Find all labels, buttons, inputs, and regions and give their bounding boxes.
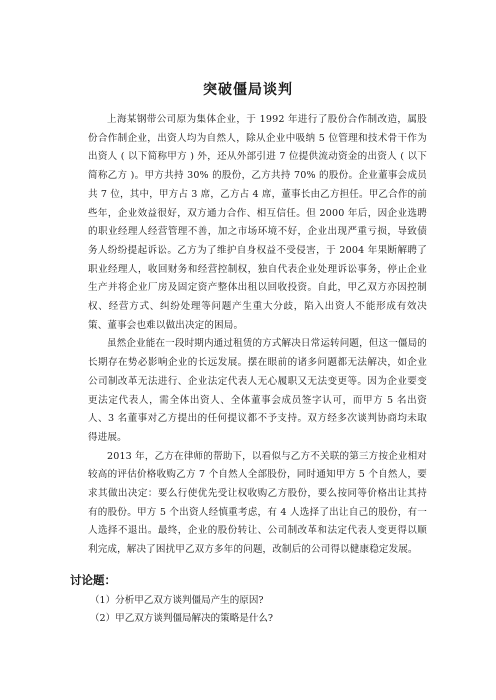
paragraph-3: 2013 年，乙方在律师的帮助下，以看似与乙方不关联的第三方按企业相对较高的评估价格收购乙方 7 个自然人全部股份，同时通知甲方 5 个自然人，要求其做出决定：要么行使优先受让权收购乙方股份，要么按同等价格出让其持有的股份。甲方 5 个出资人经慎重考虑，有 4 人选择了出让自己的股份，有一人选择不退出。最终，企业的股份转让、公司制改革和法定代表人变更得以顺利完成，解决了困扰甲乙双方多年的问题，改制后的公司得以健康稳定发展。 [88,450,427,556]
case-body [88,111,427,560]
question-item: （2）甲乙双方谈判僵局解决的策略是什么? [90,613,274,624]
discussion-heading: 讨论题： [70,573,116,587]
paragraph-2: 虽然企业能在一段时期内通过租赁的方式解决日常运转问题，但这一僵局的长期存在势必影响企业的长远发展。摆在眼前的诸多问题都无法解决，如企业公司制改革无法进行、企业法定代表人无心履职又无法变更等。因为企业要变更法定代表人，需全体出资人、全体董事会成员签字认可，而甲方 5 名出资人、3 名董事对乙方提出的任何提议都不予支持。双方经多次谈判协商均未取得进展。 [88,338,427,443]
question-item: （1）分析甲乙双方谈判僵局产生的原因? [90,595,264,606]
discussion-questions [90,592,273,628]
document-title: 突破僵局谈判 [203,82,293,98]
paragraph-1: 上海某钢带公司原为集体企业，于 1992 年进行了股份合作制改造，属股份合作制企业，出资人均为自然人，除从企业中吸纳 5 位管理和技术骨干作为出资人 ( 以下简称甲方 ) 外，还从外部引进 7 位提供流动资金的出资人 ( 以下简称乙方 )。甲方共持 30% 的股份，乙方共持 70% 的股份。企业董事会成员共 7 位，其中，甲方占 3 席，乙方占 4 席，董事长由乙方担任。甲乙合作的前些年，企业效益很好，双方通力合作、相互信任。但 2000 年后，因企业选聘的职业经理人经营管理不善，加之市场环境不好，企业出现严重亏损，导致债务人纷纷提起诉讼。乙方为了维护自身权益不受侵害，于 2004 年果断解聘了职业经理人，收回财务和经营控制权，独自代表企业处理诉讼事务，停止企业生产并将企业厂房及固定资产整体出租以回收投资。自此，甲乙双方亦因控制权、经营方式、纠纷处理等问题产生重大分歧，陷入出资人不能形成有效决策、董事会也难以做出决定的困局。 [88,114,427,331]
